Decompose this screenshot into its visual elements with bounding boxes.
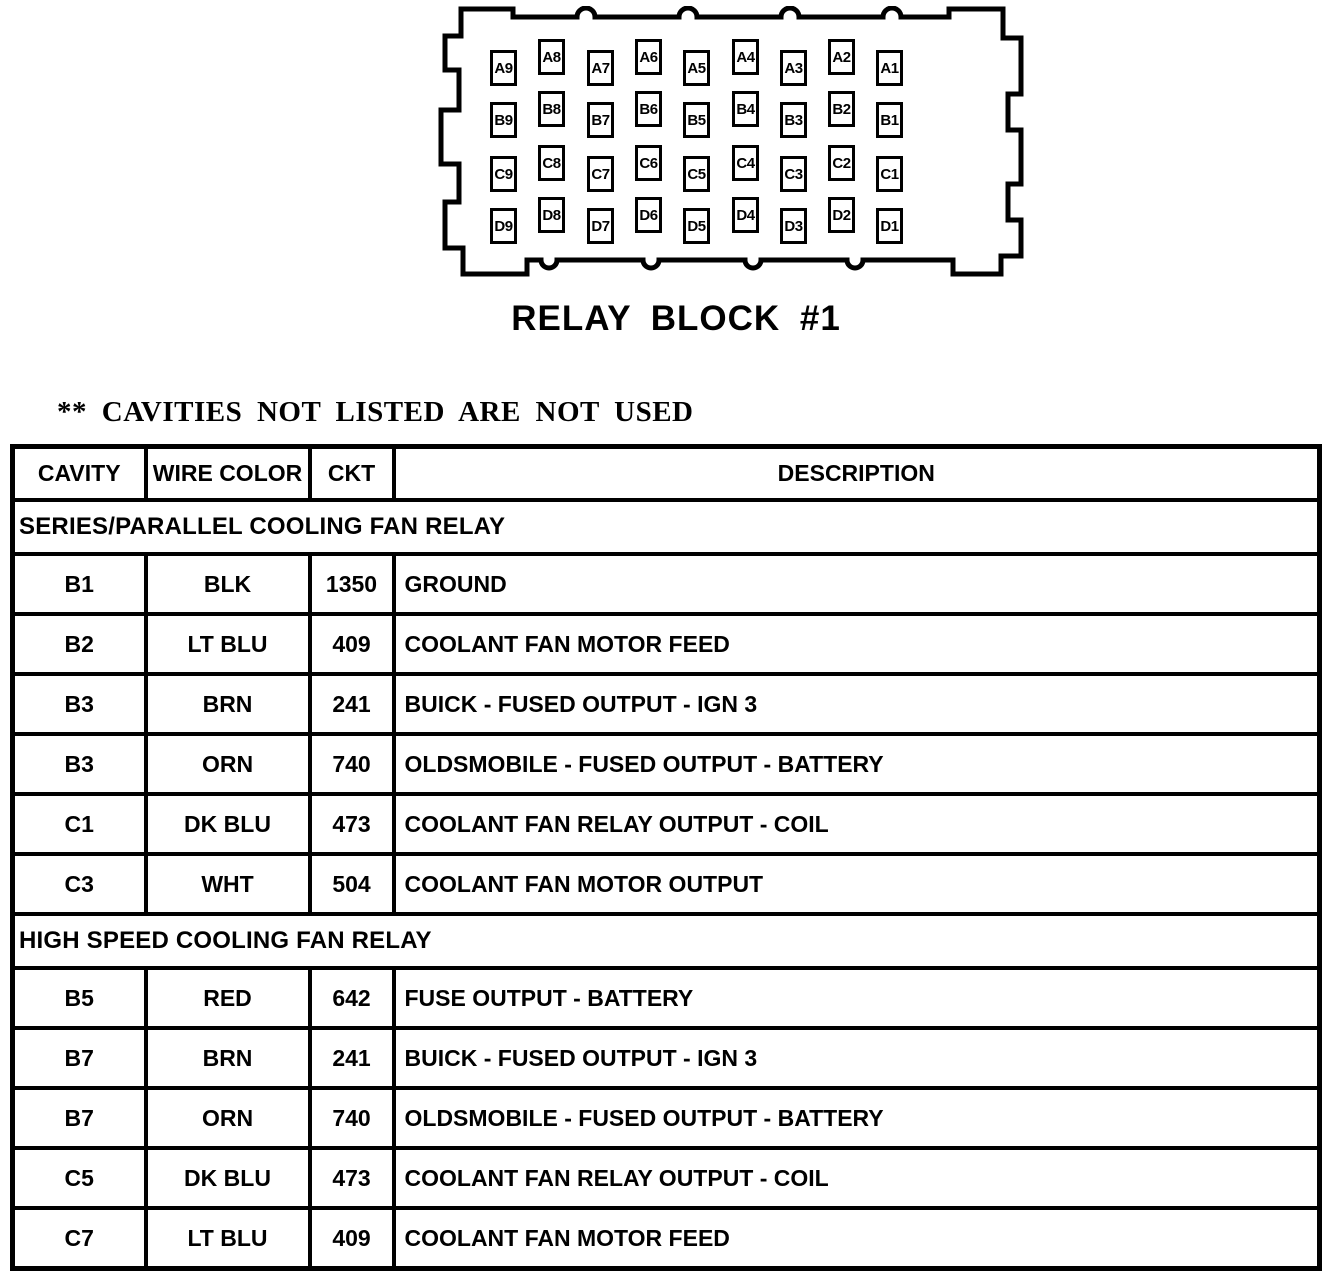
ckt-cell: 473	[310, 1148, 394, 1208]
cavity-d8: D8	[538, 197, 565, 233]
description-cell: COOLANT FAN MOTOR OUTPUT	[394, 854, 1320, 914]
cavity-c6: C6	[635, 145, 662, 181]
description-cell: COOLANT FAN RELAY OUTPUT - COIL	[394, 794, 1320, 854]
column-header-ckt: CKT	[310, 447, 394, 501]
table-row	[13, 1088, 1320, 1148]
cavity-cell: B7	[13, 1088, 146, 1148]
ckt-cell: 241	[310, 674, 394, 734]
cavity-cell: B3	[13, 674, 146, 734]
cavity-b4: B4	[732, 91, 759, 127]
cavity-cell: B2	[13, 614, 146, 674]
table-header-row	[13, 447, 1320, 501]
ckt-cell: 473	[310, 794, 394, 854]
cavity-b1: B1	[876, 102, 903, 138]
cavity-d2: D2	[828, 197, 855, 233]
wire-color-cell: ORN	[146, 1088, 310, 1148]
section-title: SERIES/PARALLEL COOLING FAN RELAY	[13, 500, 1320, 554]
table-row	[13, 1208, 1320, 1269]
relay-block-diagram	[433, 6, 1033, 288]
cavity-c1: C1	[876, 156, 903, 192]
ckt-cell: 740	[310, 1088, 394, 1148]
cavity-a2: A2	[828, 39, 855, 75]
wire-color-cell: LT BLU	[146, 614, 310, 674]
cavity-b2: B2	[828, 91, 855, 127]
cavity-cell: C3	[13, 854, 146, 914]
cavity-c9: C9	[490, 156, 517, 192]
table-row	[13, 854, 1320, 914]
wire-color-cell: DK BLU	[146, 1148, 310, 1208]
section-row	[13, 500, 1320, 554]
wire-color-cell: LT BLU	[146, 1208, 310, 1269]
table-row	[13, 1148, 1320, 1208]
diagram-title: RELAY BLOCK #1	[511, 299, 841, 338]
description-cell: COOLANT FAN MOTOR FEED	[394, 614, 1320, 674]
ckt-cell: 1350	[310, 554, 394, 614]
table-row	[13, 674, 1320, 734]
cavity-d7: D7	[587, 208, 614, 244]
table-row	[13, 968, 1320, 1028]
cavity-c8: C8	[538, 145, 565, 181]
cavity-cell: B1	[13, 554, 146, 614]
ckt-cell: 642	[310, 968, 394, 1028]
cavity-c7: C7	[587, 156, 614, 192]
cavity-cell: B5	[13, 968, 146, 1028]
pinout-table	[10, 444, 1322, 1271]
description-cell: COOLANT FAN MOTOR FEED	[394, 1208, 1320, 1269]
description-cell: BUICK - FUSED OUTPUT - IGN 3	[394, 1028, 1320, 1088]
wire-color-cell: BLK	[146, 554, 310, 614]
wire-color-cell: RED	[146, 968, 310, 1028]
cavity-b7: B7	[587, 102, 614, 138]
cavity-a6: A6	[635, 39, 662, 75]
table-row	[13, 794, 1320, 854]
cavity-d9: D9	[490, 208, 517, 244]
cavity-a3: A3	[780, 50, 807, 86]
cavity-cell: C5	[13, 1148, 146, 1208]
ckt-cell: 740	[310, 734, 394, 794]
cavity-b8: B8	[538, 91, 565, 127]
cavity-d5: D5	[683, 208, 710, 244]
wire-color-cell: BRN	[146, 1028, 310, 1088]
table-row	[13, 614, 1320, 674]
cavities-note: ** CAVITIES NOT LISTED ARE NOT USED	[57, 396, 694, 428]
column-header-description: DESCRIPTION	[394, 447, 1320, 501]
cavity-d3: D3	[780, 208, 807, 244]
section-title: HIGH SPEED COOLING FAN RELAY	[13, 914, 1320, 968]
cavity-b5: B5	[683, 102, 710, 138]
wire-color-cell: DK BLU	[146, 794, 310, 854]
table-row	[13, 734, 1320, 794]
description-cell: BUICK - FUSED OUTPUT - IGN 3	[394, 674, 1320, 734]
ckt-cell: 409	[310, 1208, 394, 1269]
cavity-a4: A4	[732, 39, 759, 75]
ckt-cell: 409	[310, 614, 394, 674]
cavity-d6: D6	[635, 197, 662, 233]
cavity-cell: C1	[13, 794, 146, 854]
column-header-cavity: CAVITY	[13, 447, 146, 501]
cavity-d4: D4	[732, 197, 759, 233]
table-row	[13, 1028, 1320, 1088]
wire-color-cell: WHT	[146, 854, 310, 914]
cavity-c2: C2	[828, 145, 855, 181]
wire-color-cell: BRN	[146, 674, 310, 734]
ckt-cell: 504	[310, 854, 394, 914]
cavity-a5: A5	[683, 50, 710, 86]
description-cell: FUSE OUTPUT - BATTERY	[394, 968, 1320, 1028]
cavity-cell: B3	[13, 734, 146, 794]
cavity-cell: B7	[13, 1028, 146, 1088]
cavity-a7: A7	[587, 50, 614, 86]
description-cell: COOLANT FAN RELAY OUTPUT - COIL	[394, 1148, 1320, 1208]
table-row	[13, 554, 1320, 614]
column-header-wire-color: WIRE COLOR	[146, 447, 310, 501]
cavity-a1: A1	[876, 50, 903, 86]
cavity-b9: B9	[490, 102, 517, 138]
cavity-a8: A8	[538, 39, 565, 75]
section-row	[13, 914, 1320, 968]
cavity-c4: C4	[732, 145, 759, 181]
ckt-cell: 241	[310, 1028, 394, 1088]
cavity-cell: C7	[13, 1208, 146, 1269]
description-cell: OLDSMOBILE - FUSED OUTPUT - BATTERY	[394, 734, 1320, 794]
cavity-d1: D1	[876, 208, 903, 244]
cavity-c3: C3	[780, 156, 807, 192]
cavity-b6: B6	[635, 91, 662, 127]
cavity-b3: B3	[780, 102, 807, 138]
description-cell: GROUND	[394, 554, 1320, 614]
wire-color-cell: ORN	[146, 734, 310, 794]
description-cell: OLDSMOBILE - FUSED OUTPUT - BATTERY	[394, 1088, 1320, 1148]
cavity-c5: C5	[683, 156, 710, 192]
cavity-a9: A9	[490, 50, 517, 86]
